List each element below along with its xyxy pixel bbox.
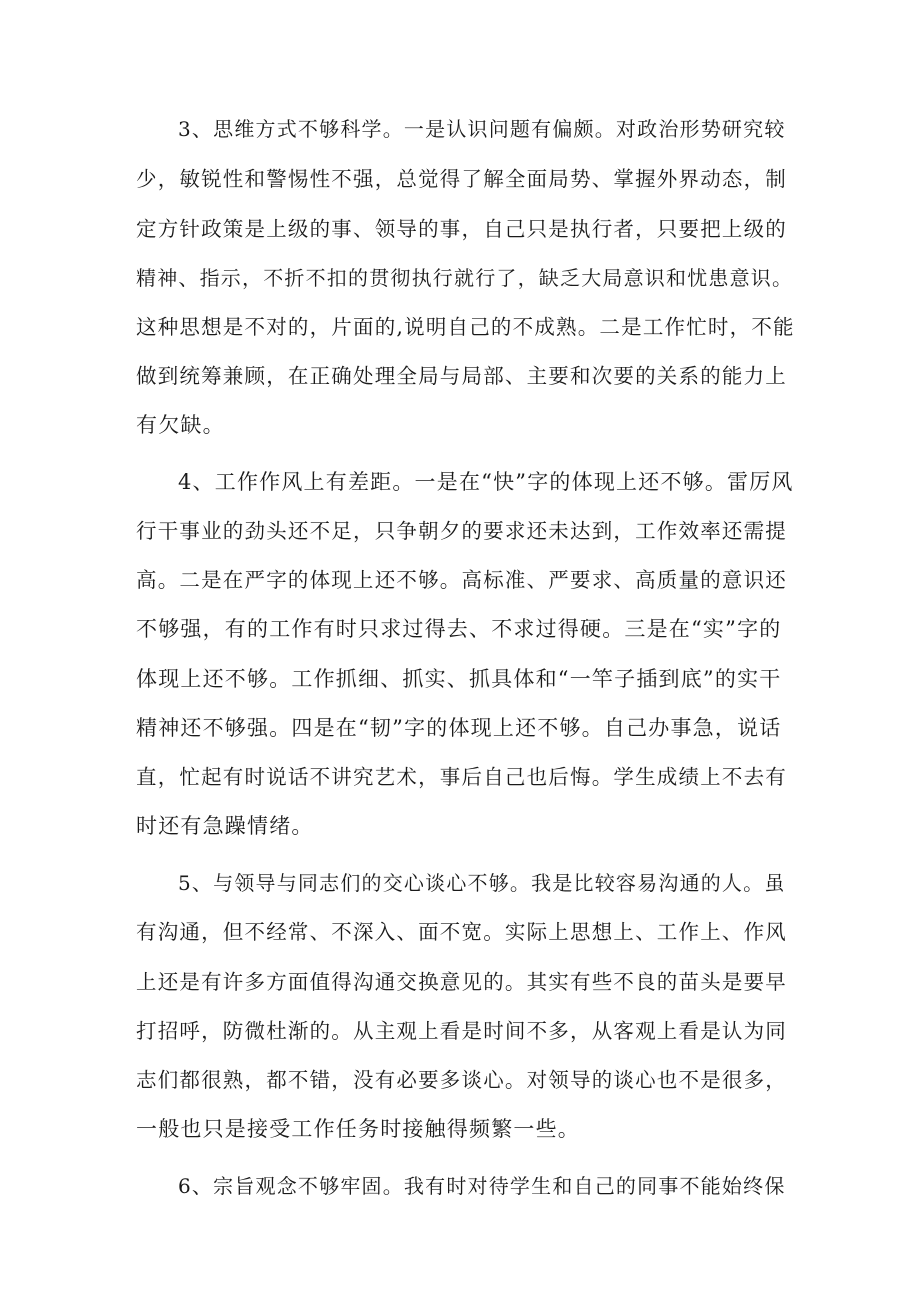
text-line: 精神还不够强。四是在“韧”字的体现上还不够。自己办事急，说话 [136, 716, 782, 740]
text-line: 4、工作作风上有差距。一是在“快”字的体现上还不够。雷厉风 [178, 470, 794, 494]
text-line: 一般也只是接受工作任务时接触得频繁一些。 [136, 1117, 580, 1141]
text-line: 打招呼，防微杜渐的。从主观上看是时间不多，从客观上看是认为同 [136, 1019, 787, 1043]
text-line: 体现上还不够。工作抓细、抓实、抓具体和“一竿子插到底”的实干 [136, 667, 782, 691]
text-line: 定方针政策是上级的事、领导的事，自己只是执行者，只要把上级的 [136, 217, 787, 241]
text-line: 时还有急躁情绪。 [136, 814, 314, 838]
text-line: 这种思想是不对的，片面的,说明自己的不成熟。二是工作忙时，不能 [136, 315, 795, 339]
text-line: 上还是有许多方面值得沟通交换意见的。其实有些不良的苗头是要早 [136, 970, 787, 994]
text-line: 不够强，有的工作有时只求过得去、不求过得硬。三是在“实”字的 [136, 617, 782, 641]
text-line: 行干事业的劲头还不足，只争朝夕的要求还未达到，工作效率还需提 [136, 519, 787, 543]
text-line: 高。二是在严字的体现上还不够。高标准、严要求、高质量的意识还 [136, 568, 787, 592]
text-line: 3、思维方式不够科学。一是认识问题有偏颇。对政治形势研究较 [178, 117, 786, 141]
text-line: 有欠缺。 [136, 413, 225, 437]
text-line: 6、宗旨观念不够牢固。我有时对待学生和自己的同事不能始终保 [178, 1174, 786, 1198]
text-line: 做到统筹兼顾，在正确处理全局与局部、主要和次要的关系的能力上 [136, 364, 787, 388]
text-line: 5、与领导与同志们的交心谈心不够。我是比较容易沟通的人。虽 [178, 871, 786, 895]
text-line: 少，敏锐性和警惕性不强，总觉得了解全面局势、掌握外界动态，制 [136, 167, 787, 191]
text-line: 志们都很熟，都不错，没有必要多谈心。对领导的谈心也不是很多， [136, 1068, 787, 1092]
text-line: 直，忙起有时说话不讲究艺术，事后自己也后悔。学生成绩上不去有 [136, 765, 787, 789]
text-line: 有沟通，但不经常、不深入、面不宽。实际上思想上、工作上、作风 [136, 920, 787, 944]
text-line: 精神、指示，不折不扣的贯彻执行就行了，缺乏大局意识和忧患意识。 [136, 266, 794, 290]
